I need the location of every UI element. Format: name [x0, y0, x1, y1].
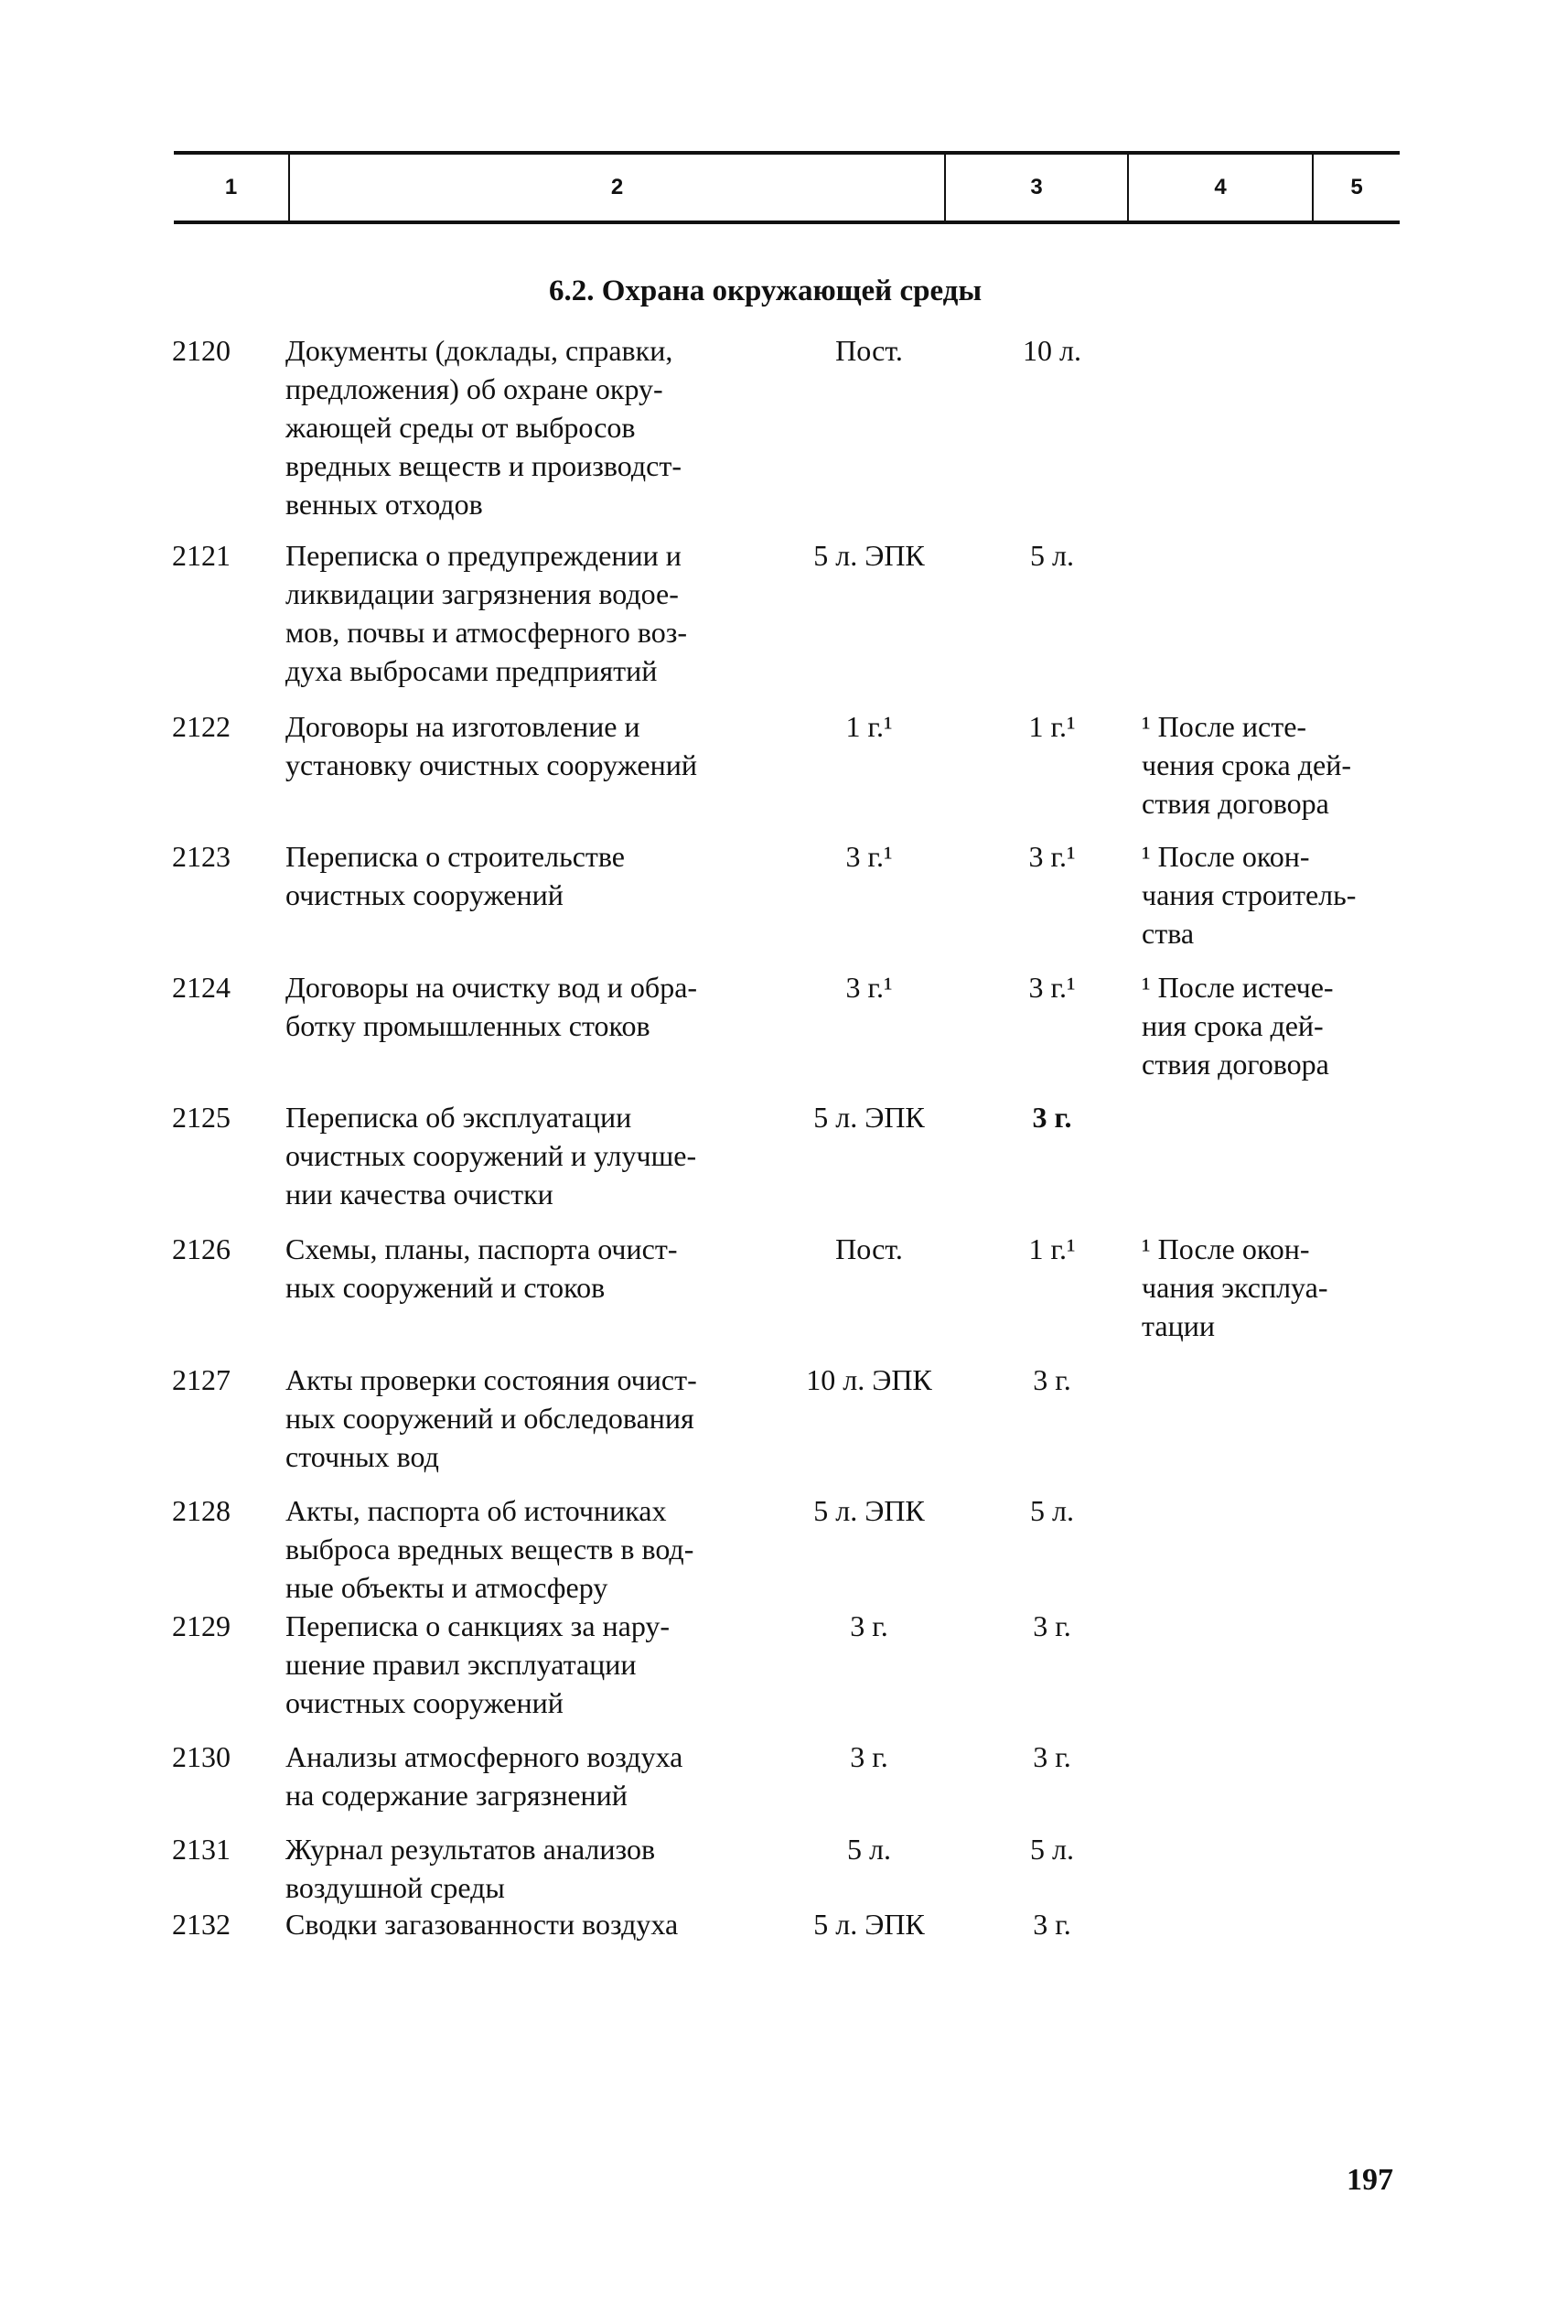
row-title: Переписка о санкциях за нару- шение правил эксплуатации очистных сооружений	[285, 1609, 671, 1719]
row-term-organization: 5 л. ЭПК	[813, 1494, 925, 1527]
column-header-4: 4	[1214, 175, 1227, 199]
row-number: 2130	[172, 1740, 231, 1773]
row-number: 2132	[172, 1908, 231, 1941]
row-term-organization: 3 г.	[850, 1740, 888, 1773]
column-header-table	[174, 151, 1400, 224]
row-term-enterprise: 1 г.¹	[1028, 1232, 1076, 1265]
row-title: Переписка о предупреждении и ликвидации загрязнения водое- мов, почвы и атмосферного воз- духа выбросами предприятий	[285, 539, 688, 687]
column-header-2: 2	[610, 175, 624, 199]
row-term-organization: 5 л. ЭПК	[813, 1908, 925, 1941]
row-title: Анализы атмосферного воздуха на содержание загрязнений	[285, 1740, 683, 1812]
column-header-5: 5	[1350, 175, 1363, 199]
row-note: ¹ После истече- ния срока дей- ствия договора	[1142, 971, 1334, 1081]
row-term-organization: 1 г.¹	[845, 710, 893, 743]
row-term-organization: 3 г.¹	[845, 840, 893, 873]
row-term-enterprise: 3 г.¹	[1028, 840, 1076, 873]
row-number: 2126	[172, 1232, 231, 1265]
section-title: 6.2. Охрана окружающей среды	[549, 274, 983, 307]
row-number: 2127	[172, 1363, 231, 1396]
row-term-enterprise: 3 г.	[1032, 1101, 1072, 1134]
column-header-3: 3	[1030, 175, 1043, 199]
row-number: 2122	[172, 710, 231, 743]
row-note: ¹ После исте- чения срока дей- ствия договора	[1142, 710, 1351, 820]
row-term-enterprise: 3 г.	[1033, 1363, 1071, 1396]
row-term-organization: 5 л.	[847, 1833, 891, 1866]
row-term-organization: Пост.	[835, 334, 903, 367]
row-number: 2128	[172, 1494, 231, 1527]
column-header-1: 1	[224, 175, 238, 199]
row-term-enterprise: 10 л.	[1023, 334, 1081, 367]
row-term-enterprise: 3 г.	[1033, 1609, 1071, 1642]
row-title: Сводки загазованности воздуха	[285, 1908, 679, 1941]
row-title: Переписка об эксплуатации очистных сооружений и улучше- нии качества очистки	[285, 1101, 697, 1210]
row-term-organization: Пост.	[835, 1232, 903, 1265]
row-number: 2124	[172, 971, 231, 1004]
row-term-organization: 3 г.¹	[845, 971, 893, 1004]
row-title: Документы (доклады, справки, предложения) об охране окру- жающей среды от выбросов вредных веществ и производст- венных отходов	[285, 334, 682, 521]
row-note: ¹ После окон- чания строитель- ства	[1142, 840, 1357, 950]
row-number: 2120	[172, 334, 231, 367]
row-term-organization: 10 л. ЭПК	[806, 1363, 932, 1396]
row-term-enterprise: 5 л.	[1030, 1494, 1074, 1527]
row-title: Договоры на изготовление и установку очистных сооружений	[285, 710, 697, 781]
row-term-enterprise: 3 г.	[1033, 1740, 1071, 1773]
row-term-organization: 5 л. ЭПК	[813, 1101, 925, 1134]
row-title: Журнал результатов анализов воздушной среды	[285, 1833, 656, 1904]
row-note: ¹ После окон- чания эксплуа- тации	[1142, 1232, 1328, 1342]
row-number: 2123	[172, 840, 231, 873]
row-title: Переписка о строительстве очистных сооружений	[285, 840, 625, 911]
row-number: 2121	[172, 539, 231, 572]
row-term-organization: 3 г.	[850, 1609, 888, 1642]
row-title: Договоры на очистку вод и обра- ботку промышленных стоков	[285, 971, 698, 1042]
row-term-enterprise: 3 г.¹	[1028, 971, 1076, 1004]
row-term-enterprise: 1 г.¹	[1028, 710, 1076, 743]
row-term-enterprise: 3 г.	[1033, 1908, 1071, 1941]
row-term-enterprise: 5 л.	[1030, 1833, 1074, 1866]
row-number: 2125	[172, 1101, 231, 1134]
row-number: 2131	[172, 1833, 231, 1866]
row-title: Акты проверки состояния очист- ных сооружений и обследования сточных вод	[285, 1363, 697, 1473]
row-title: Акты, паспорта об источниках выброса вредных веществ в вод- ные объекты и атмосферу	[285, 1494, 694, 1604]
row-term-enterprise: 5 л.	[1030, 539, 1074, 572]
row-title: Схемы, планы, паспорта очист- ных сооружений и стоков	[285, 1232, 678, 1304]
row-term-organization: 5 л. ЭПК	[813, 539, 925, 572]
page-number: 197	[1347, 2163, 1393, 2197]
row-number: 2129	[172, 1609, 231, 1642]
